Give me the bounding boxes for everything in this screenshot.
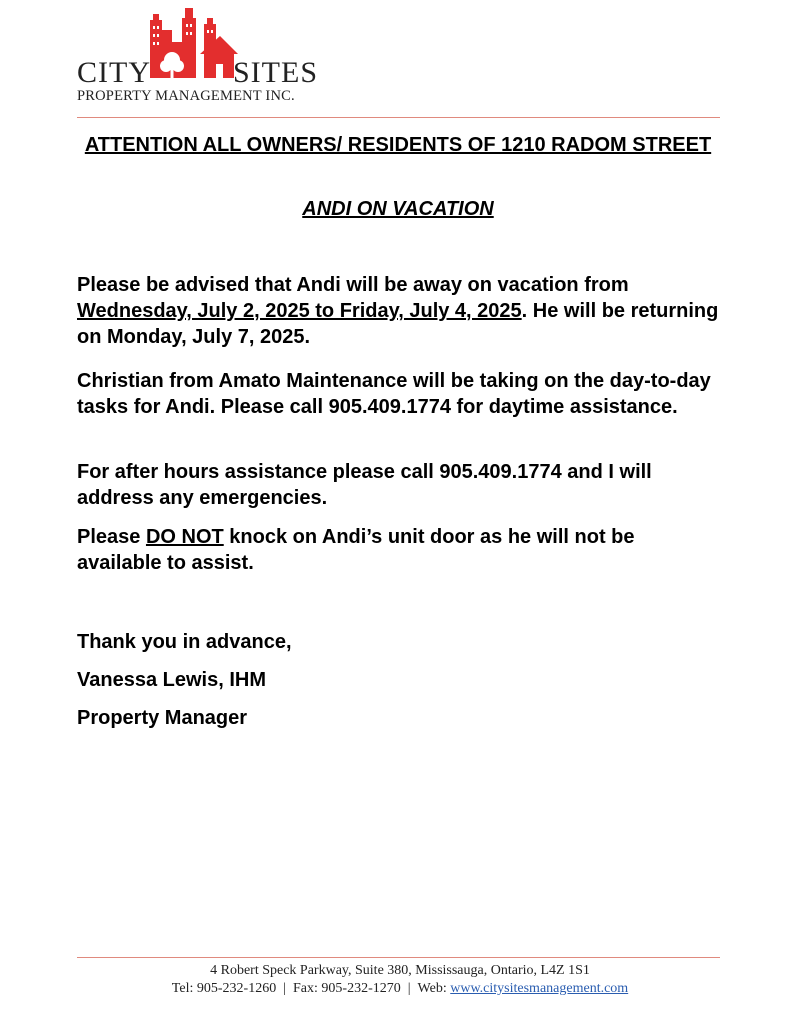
notice-title: ATTENTION ALL OWNERS/ RESIDENTS OF 1210 RADOM STREET — [84, 134, 712, 156]
do-not-emphasis: DO NOT — [145, 526, 224, 548]
footer-divider — [77, 957, 720, 958]
footer-address: 4 Robert Speck Parkway, Suite 380, Mississauga, Ontario, L4Z 1S1 — [210, 963, 590, 978]
paragraph-vacation-dates — [77, 272, 722, 350]
p4-start: Please — [77, 526, 146, 548]
footer-separator: | — [283, 981, 287, 996]
vacation-dates: Wednesday, July 2, 2025 to Friday, July 4, 2025 — [77, 300, 522, 322]
footer-fax: Fax: 905-232-1270 — [293, 981, 401, 996]
signature-closing: Thank you in advance, — [77, 631, 292, 653]
logo-word-sites: SITES — [233, 56, 319, 89]
city-skyline-logo-icon — [148, 8, 238, 80]
footer-contact — [40, 980, 760, 998]
footer-separator: | — [407, 981, 411, 996]
header-divider — [77, 117, 720, 118]
paragraph-do-not-knock — [77, 524, 722, 576]
footer-tel: Tel: 905-232-1260 — [171, 981, 277, 996]
footer-web-label: Web: — [417, 981, 451, 996]
signature-role: Property Manager — [77, 707, 248, 729]
paragraph-daytime-assistance: Christian from Amato Maintenance will be taking on the day-to-day tasks for Andi. Please call 905.409.1774 for daytime assistance. — [77, 370, 711, 418]
p4-end: knock on Andi’s unit door as he will not be available to assist. — [77, 526, 635, 574]
company-logo — [75, 8, 335, 104]
p1-intro: Please be advised that Andi will be away on vacation from — [77, 274, 629, 296]
logo-subtitle: PROPERTY MANAGEMENT INC. — [77, 88, 295, 104]
website-link[interactable]: www.citysitesmanagement.com — [450, 981, 629, 996]
signature-name: Vanessa Lewis, IHM — [77, 669, 266, 691]
p1-rest: . He will be returning on Monday, July 7, 2025. — [77, 300, 719, 348]
paragraph-after-hours: For after hours assistance please call 905.409.1774 and I will address any emergencies. — [77, 461, 652, 509]
logo-word-city: CITY — [77, 56, 151, 89]
notice-subtitle: ANDI ON VACATION — [302, 198, 494, 220]
